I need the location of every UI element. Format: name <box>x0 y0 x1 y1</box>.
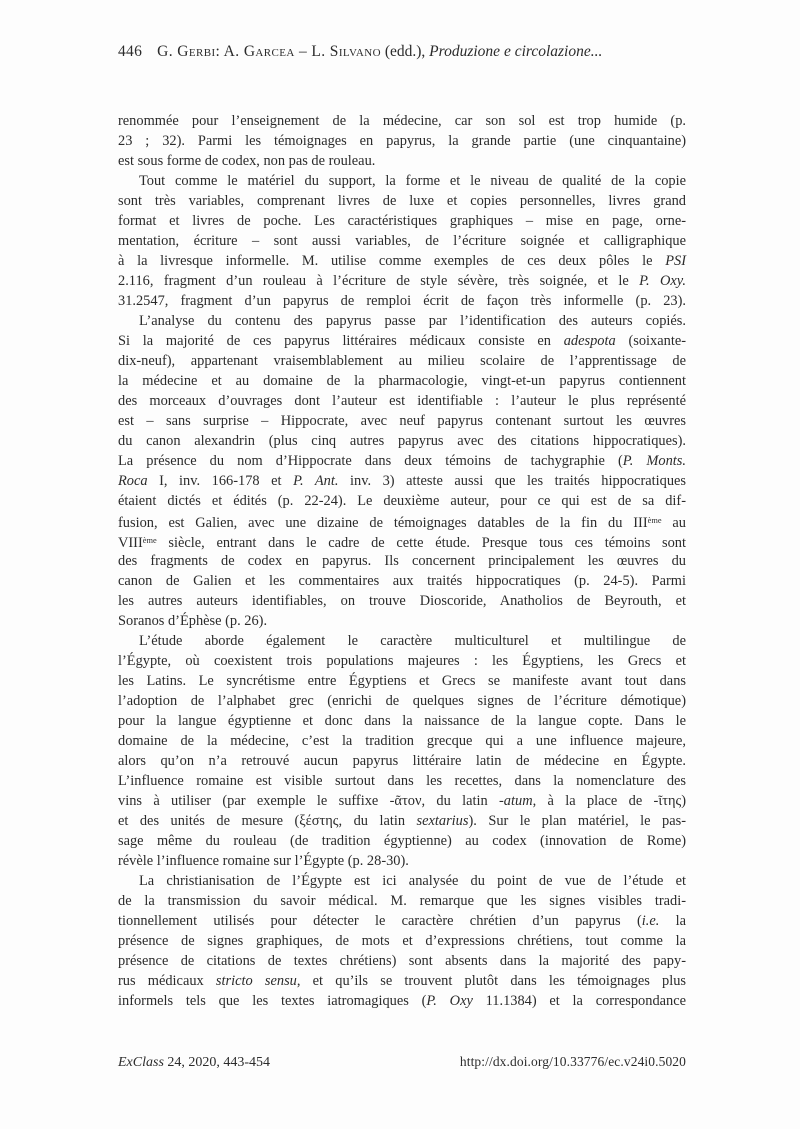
italic-text: P. Ant. <box>293 473 339 489</box>
text-line: renommée pour l’enseignement de la médecine, car son sol est trop humide (p. <box>118 113 686 129</box>
paragraph <box>118 171 686 311</box>
text-line: format et livres de poche. Les caractéristiques graphiques – mise en page, orne- <box>118 213 686 229</box>
smallcaps-text: G. Gerbi: A. Garcea – L. Silvano <box>157 43 381 60</box>
italic-text: Roca <box>118 473 148 489</box>
italic-text: -atum <box>499 793 533 809</box>
text-line: est – sans surprise – Hippocrate, avec neuf papyrus contenant surtout les œuvres <box>118 413 686 429</box>
text-line: rus médicaux stricto sensu, et qu’ils se trouvent plutôt dans les témoignages plus <box>118 973 686 989</box>
page-number: 446 <box>118 43 143 60</box>
journal-citation: ExClass 24, 2020, 443-454 <box>118 1055 271 1070</box>
text-line: L’étude aborde également le caractère multiculturel et multilingue de <box>139 633 686 649</box>
italic-text: P. Oxy <box>426 993 473 1009</box>
text-line: les Latins. Le syncrétisme entre Égyptiens et Grecs se manifeste avant tout dans <box>118 673 686 689</box>
text-line: mentation, écriture – sont aussi variables, de l’écriture soignée et calligraphique <box>118 233 686 249</box>
text-line: présence de signes graphiques, de mots et d’expressions chrétiens, tout comme la <box>118 933 686 949</box>
footer <box>118 1052 686 1073</box>
text-line: L’influence romaine est visible surtout dans les recettes, dans la nomenclature des <box>118 773 686 789</box>
text-line: dix-neuf), appartenant vraisemblablement au milieu scolaire de l’apprentissage de <box>118 353 686 369</box>
text-line: est sous forme de codex, non pas de rouleau. <box>118 153 376 169</box>
body-text <box>118 111 686 1011</box>
running-title: G. Gerbi: A. Garcea – L. Silvano (edd.), Produzione e circolazione... <box>157 43 603 60</box>
paragraph <box>118 311 686 631</box>
text-line: sont très variables, comprenant livres de luxe et copies personnelles, livres grand <box>118 193 686 209</box>
text-line: informels tels que les textes iatromagiques (P. Oxy 11.1384) et la correspondance <box>118 993 686 1009</box>
text-line: La présence du nom d’Hippocrate dans deux témoins de tachygraphie (P. Monts. <box>118 453 686 469</box>
text-line: domaine de la médecine, c’est la tradition grecque qui a une influence majeure, <box>118 733 686 749</box>
text-line: L’analyse du contenu des papyrus passe par l’identification des auteurs copiés. <box>139 313 686 329</box>
text-line: et des unités de mesure (ξέστης, du latin sextarius). Sur le plan matériel, le pas- <box>118 813 686 829</box>
italic-text: sextarius <box>416 813 469 829</box>
text-line: présence de citations de textes chrétiens) sont absents dans la majorité des papy- <box>118 953 686 969</box>
text-line: canon de Galien et les commentaires aux traités hippocratiques (p. 24-5). Parmi <box>118 573 686 589</box>
text-line: vins à utiliser (par exemple le suffixe -ᾶτον, du latin -atum, à la place de -ῖτης) <box>118 793 687 809</box>
text-line: l’Égypte, où coexistent trois populations majeures : les Égyptiens, les Grecs et <box>118 653 686 669</box>
text-line: La christianisation de l’Égypte est ici analysée du point de vue de l’étude et <box>139 873 686 889</box>
italic-text: P. Monts. <box>622 453 686 469</box>
text-line: Roca I, inv. 166-178 et P. Ant. inv. 3) atteste aussi que les traités hippocratiques <box>118 473 686 489</box>
superscript-text: ème <box>142 536 157 545</box>
text-line: des fragments de codex en papyrus. Ils concernent principalement les œuvres du <box>118 553 686 569</box>
text-line: Si la majorité de ces papyrus littéraires médicaux consiste en adespota (soixante- <box>118 333 686 349</box>
text-line: l’adoption de l’alphabet grec (enrichi de quelques signes de l’écriture démotique) <box>118 693 686 709</box>
text-line: fusion, est Galien, avec une dizaine de témoignages datables de la fin du IIIème au <box>118 514 686 531</box>
paragraph <box>118 871 686 1011</box>
text-line: alors qu’on n’a retrouvé aucun papyrus littéraire latin de médecine en Égypte. <box>118 753 686 769</box>
text-line: sage même du rouleau (de tradition égyptienne) au codex (innovation de Rome) <box>118 833 686 849</box>
text-line: tionnellement utilisés pour détecter le caractère chrétien d’un papyrus (i.e. la <box>118 913 686 929</box>
paragraph <box>118 631 686 871</box>
text-line: étaient dictés et édités (p. 22-24). Le deuxième auteur, pour ce qui est de sa dif- <box>118 493 686 509</box>
italic-text: adespota <box>563 333 616 349</box>
doi-link[interactable]: http://dx.doi.org/10.33776/ec.v24i0.5020 <box>459 1054 686 1069</box>
text-line: de la transmission du savoir médical. M. remarque que les signes visibles tradi- <box>118 893 686 909</box>
text-line: 2.116, fragment d’un rouleau à l’écriture de style sévère, très soignée, et le P. Oxy. <box>118 273 687 289</box>
text-line: des morceaux d’ouvrages dont l’auteur est identifiable : l’auteur le plus représenté <box>118 393 686 409</box>
italic-text: stricto sensu <box>215 973 297 989</box>
text-line: 31.2547, fragment d’un papyrus de remploi écrit de façon très informelle (p. 23). <box>118 293 686 309</box>
text-line: révèle l’influence romaine sur l’Égypte (p. 28-30). <box>118 853 409 869</box>
text-line: la médecine et au domaine de la pharmacologie, vingt-et-un papyrus contiennent <box>118 373 686 389</box>
text-line: à la livresque informelle. M. utilise comme exemples de ces deux pôles le PSI <box>118 253 686 269</box>
paragraph <box>118 111 686 171</box>
italic-text: Produzione e circolazione... <box>429 43 603 60</box>
text-line: les autres auteurs identifiables, on trouve Dioscoride, Anatholios de Beyrouth, et <box>118 593 686 609</box>
italic-text: ExClass <box>118 1055 164 1070</box>
italic-text: i.e. <box>641 913 660 929</box>
superscript-text: ème <box>647 516 662 525</box>
text-line: VIIIème siècle, entrant dans le cadre de cette étude. Presque tous ces témoins sont <box>118 534 686 551</box>
italic-text: PSI <box>665 253 686 269</box>
running-header <box>118 42 686 62</box>
text-line: Soranos d’Éphèse (p. 26). <box>118 613 268 629</box>
text-line: pour la langue égyptienne et donc dans la naissance de la langue copte. Dans le <box>118 713 686 729</box>
italic-text: P. Oxy. <box>639 273 687 289</box>
text-line: 23 ; 32). Parmi les témoignages en papyrus, la grande partie (une cinquantaine) <box>118 133 686 149</box>
text-line: du canon alexandrin (plus cinq autres papyrus avec des citations hippocratiques). <box>118 433 686 449</box>
text-line: Tout comme le matériel du support, la forme et le niveau de qualité de la copie <box>139 173 686 189</box>
